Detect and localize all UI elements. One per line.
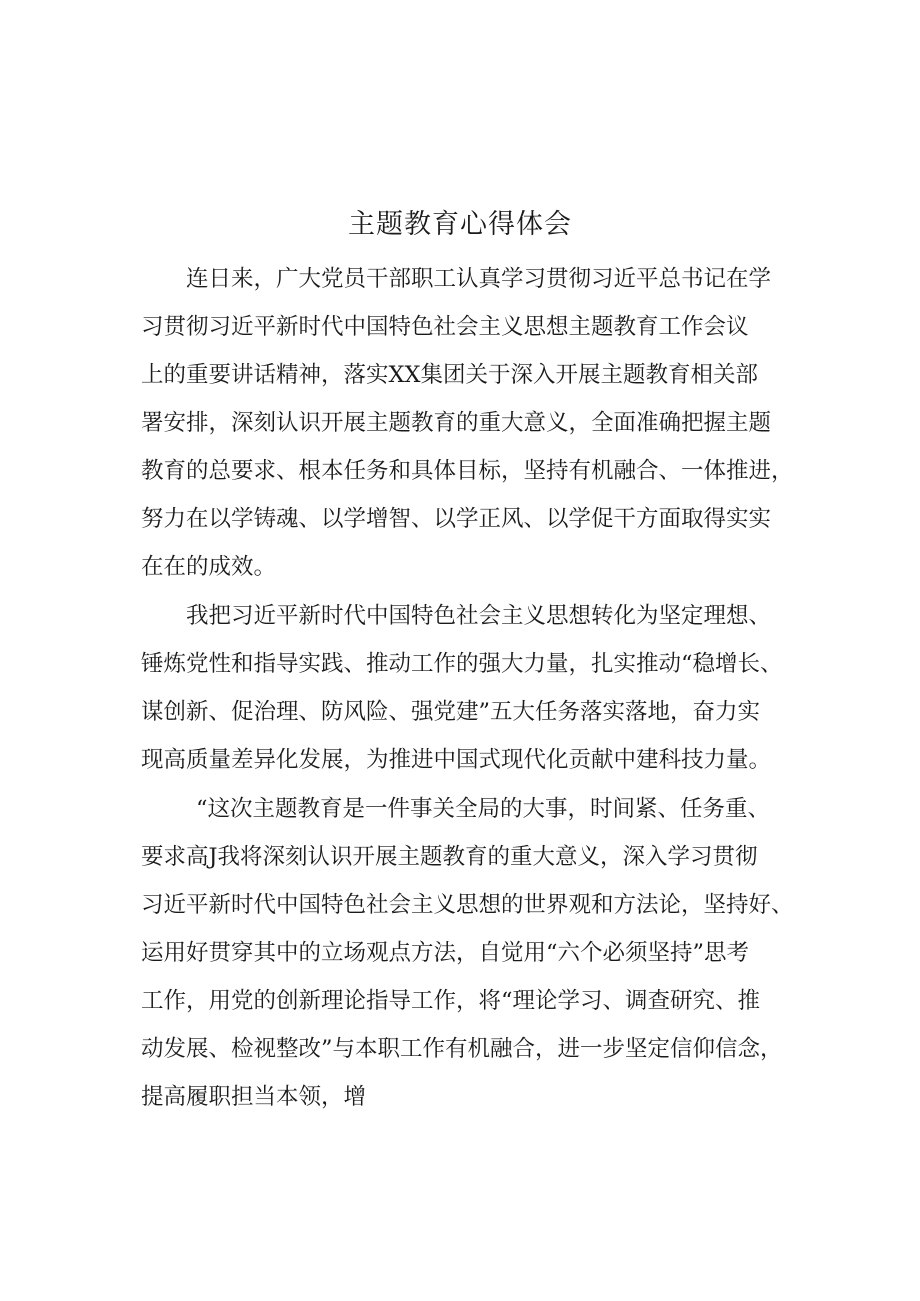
paragraph-3-line-1: “这次主题教育是一件事关全局的大事，时间紧、任务重、 [196, 796, 771, 822]
paragraph-1-line-3: 上的重要讲话精神，落实XX集团关于深入开展主题教育相关部 [141, 362, 759, 388]
paragraph-1-line-7: 在在的成效。 [141, 554, 277, 580]
paragraph-1-line-6: 努力在以学铸魂、以学增智、以学正风、以学促干方面取得实实 [141, 506, 772, 532]
paragraph-1-line-2: 习贯彻习近平新时代中国特色社会主义思想主题教育工作会议 [141, 314, 749, 340]
paragraph-1-line-1: 连日来，广大党员干部职工认真学习贯彻习近平总书记在学 [186, 266, 772, 292]
paragraph-1-line-5: 教育的总要求、根本任务和具体目标，坚持有机融合、一体推进， [141, 458, 794, 484]
paragraph-3-line-6: 动发展、检视整改”与本职工作有机融合，进一步坚定信仰信念， [141, 1036, 783, 1062]
document-title: 主题教育心得体会 [348, 209, 572, 240]
paragraph-2-line-4: 现高质量差异化发展，为推进中国式现代化贡献中建科技力量。 [141, 747, 772, 773]
paragraph-1-line-4: 署安排，深刻认识开展主题教育的重大意义，全面准确把握主题 [141, 410, 772, 436]
paragraph-2-line-1: 我把习近平新时代中国特色社会主义思想转化为坚定理想、 [186, 603, 772, 629]
paragraph-3-line-3: 习近平新时代中国特色社会主义思想的世界观和方法论，坚持好、 [141, 892, 794, 918]
paragraph-3-line-4: 运用好贯穿其中的立场观点方法，自觉用“六个必须坚持”思考 [141, 940, 750, 966]
paragraph-2-line-2: 锤炼党性和指导实践、推动工作的强大力量，扎实推动“稳增长、 [141, 651, 783, 677]
paragraph-3-line-7: 提高履职担当本领，增 [141, 1084, 367, 1110]
paragraph-2-line-3: 谋创新、促治理、防风险、强党建”五大任务落实落地，奋力实 [141, 699, 761, 725]
paragraph-3-line-5: 工作，用党的创新理论指导工作，将“理论学习、调查研究、推 [141, 988, 761, 1014]
paragraph-3-line-2: 要求高J我将深刻认识开展主题教育的重大意义，深入学习贯彻 [141, 844, 758, 870]
